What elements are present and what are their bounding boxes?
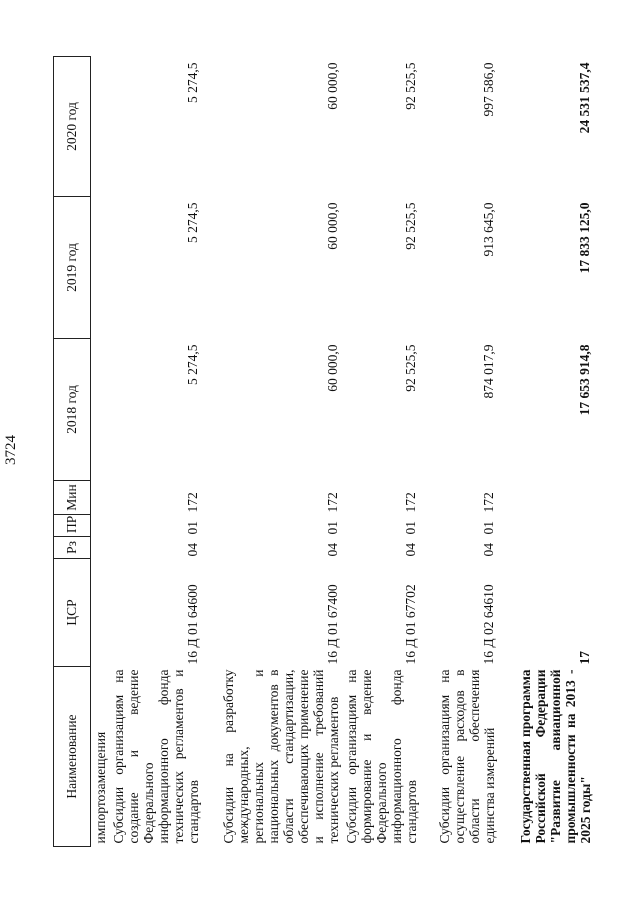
row-csr: 16 Д 01 67400 bbox=[325, 584, 340, 665]
row-min: 172 bbox=[185, 492, 200, 513]
row-min: 172 bbox=[481, 492, 496, 513]
row-2018: 92 525,5 bbox=[403, 344, 418, 392]
page-number: 3724 bbox=[3, 435, 19, 465]
row-name: Государственная программа Российской Федерации "Развитие авиационной промышленности на 2013 - 2025 годы" bbox=[518, 669, 593, 844]
row-2020: 92 525,5 bbox=[403, 62, 418, 110]
row-2020: 997 586,0 bbox=[481, 62, 496, 117]
row-csr: 16 Д 02 64610 bbox=[481, 584, 496, 665]
row-2018: 17 653 914,8 bbox=[577, 344, 592, 416]
row-pr: 01 bbox=[403, 521, 418, 535]
header-2020: 2020 год bbox=[54, 57, 91, 197]
budget-table bbox=[53, 56, 593, 847]
table-row bbox=[109, 57, 201, 847]
row-min: 172 bbox=[325, 492, 340, 513]
row-pr: 01 bbox=[325, 521, 340, 535]
row-2019: 92 525,5 bbox=[403, 202, 418, 250]
table-row bbox=[497, 57, 593, 847]
row-name: Субсидии организациям на формирование и ведение Федерального информационного фонда стандартов bbox=[344, 669, 419, 844]
row-csr: 16 Д 01 67702 bbox=[403, 584, 418, 665]
table-header-row bbox=[54, 57, 91, 847]
row-pr: 01 bbox=[185, 521, 200, 535]
header-2019: 2019 год bbox=[54, 197, 91, 339]
row-2018: 5 274,5 bbox=[185, 344, 200, 385]
table-row bbox=[341, 57, 419, 847]
row-name: Субсидии организациям на осуществление расходов в области обеспечения единства измерений bbox=[437, 669, 497, 844]
row-rz: 04 bbox=[325, 543, 340, 557]
continuation-text: импортозамещения bbox=[93, 731, 108, 844]
row-2020: 5 274,5 bbox=[185, 62, 200, 103]
row-csr: 17 bbox=[577, 651, 592, 665]
row-rz: 04 bbox=[185, 543, 200, 557]
header-2018: 2018 год bbox=[54, 339, 91, 481]
table-row bbox=[419, 57, 497, 847]
header-name: Наименование bbox=[54, 667, 91, 847]
row-2020: 60 000,0 bbox=[325, 62, 340, 110]
row-2018: 874 017,9 bbox=[481, 344, 496, 399]
row-2020: 24 531 537,4 bbox=[577, 62, 592, 134]
row-rz: 04 bbox=[403, 543, 418, 557]
row-rz: 04 bbox=[481, 543, 496, 557]
row-2018: 60 000,0 bbox=[325, 344, 340, 392]
row-2019: 5 274,5 bbox=[185, 202, 200, 243]
header-rz: Рз bbox=[54, 537, 91, 559]
row-pr: 01 bbox=[481, 521, 496, 535]
row-rz bbox=[497, 537, 593, 559]
row-csr: 16 Д 01 64600 bbox=[185, 584, 200, 665]
row-name: Субсидии на разработку международных, региональных и национальных документов в области стандартизации, обеспечивающих применение и исполнение требований технических регламентов bbox=[221, 669, 341, 844]
row-2019: 60 000,0 bbox=[325, 202, 340, 250]
row-2019: 913 645,0 bbox=[481, 202, 496, 257]
row-min bbox=[497, 481, 593, 515]
table-row bbox=[201, 57, 341, 847]
header-pr: ПР bbox=[54, 515, 91, 537]
row-name: Субсидии организациям на создание и ведение Федерального информационного фонда технических регламентов и стандартов bbox=[111, 669, 201, 844]
header-min: Мин bbox=[54, 481, 91, 515]
row-pr bbox=[497, 515, 593, 537]
row-min: 172 bbox=[403, 492, 418, 513]
continuation-row bbox=[91, 57, 110, 847]
header-csr: ЦСР bbox=[54, 559, 91, 667]
row-2019: 17 833 125,0 bbox=[577, 202, 592, 274]
